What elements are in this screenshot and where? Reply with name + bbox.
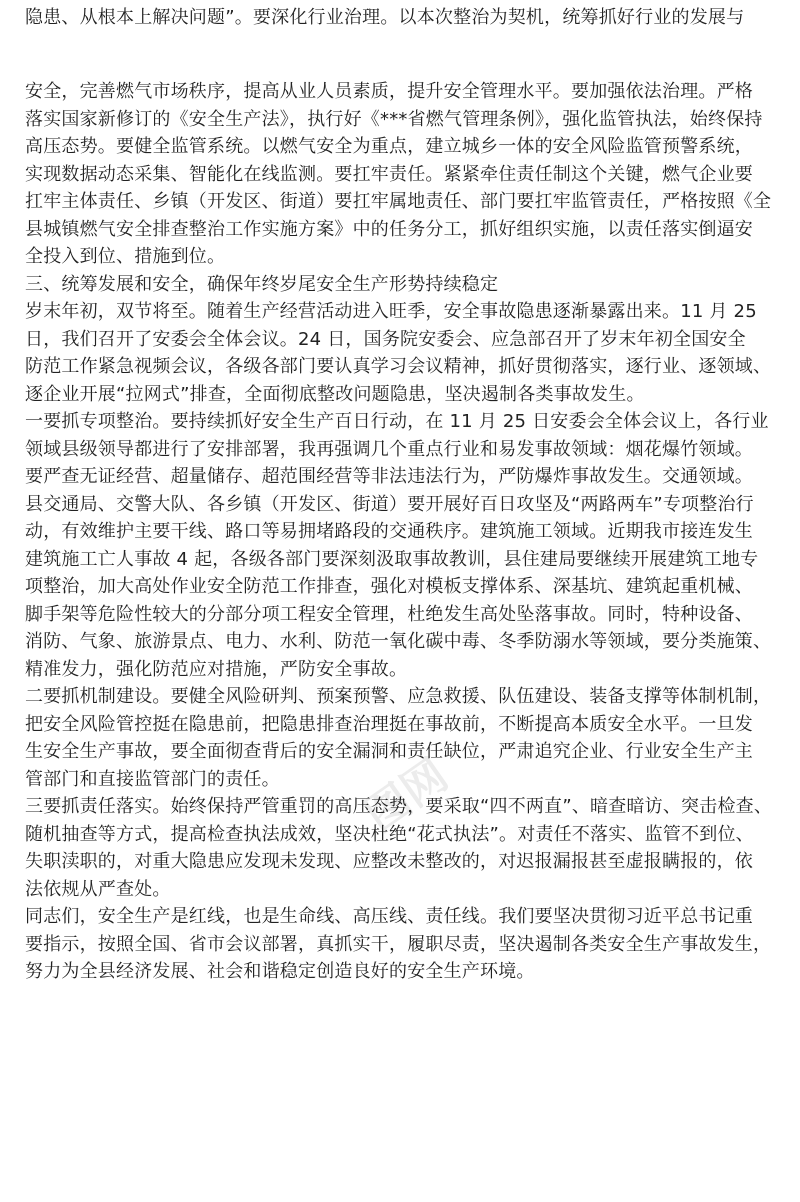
text-line: 要严查无证经营、超量储存、超范围经营等非法违法行为，严防爆炸事故发生。交通领域。 xyxy=(25,466,753,487)
text-line: 管部门和直接监管部门的责任。 xyxy=(25,769,280,790)
watermark-graphic: 图网 xyxy=(355,749,458,842)
text-line: 失职渎职的，对重大隐患应发现未发现、应整改未整改的，对迟报漏报甚至虚报瞒报的，依 xyxy=(25,851,753,872)
text-line: 动，有效维护主要干线、路口等易拥堵路段的交通秩序。建筑施工领域。近期我市接连发生 xyxy=(25,521,753,542)
text-line: 高压态势。要健全监管系统。以燃气安全为重点，建立城乡一体的安全风险监管预警系统， xyxy=(25,136,753,157)
text-line: 法依规从严查处。 xyxy=(25,879,171,900)
text-line: 同志们，安全生产是红线，也是生命线、高压线、责任线。我们要坚决贯彻习近平总书记重 xyxy=(25,906,753,927)
text-line: 防范工作紧急视频会议，各级各部门要认真学习会议精神，抓好贯彻落实，逐行业、逐领域、 xyxy=(25,356,772,377)
text-line: 县交通局、交警大队、各乡镇（开发区、街道）要开展好百日攻坚及“两路两车”专项整治行 xyxy=(25,494,754,515)
text-line: 要指示，按照全国、省市会议部署，真抓实干，履职尽责，坚决遏制各类安全生产事故发生， xyxy=(25,934,772,955)
text-line: 安全，完善燃气市场秩序，提高从业人员素质，提升安全管理水平。要加强依法治理。严格 xyxy=(25,81,753,102)
text-line: 县城镇燃气安全排查整治工作实施方案》中的任务分工，抓好组织实施，以责任落实倒逼安 xyxy=(25,219,753,240)
section-heading: 三、统筹发展和安全，确保年终岁尾安全生产形势持续稳定 xyxy=(25,274,499,295)
text-line: 扛牢主体责任、乡镇（开发区、街道）要扛牢属地责任、部门要扛牢监管责任，严格按照《全 xyxy=(25,191,772,212)
text-line: 随机抽查等方式，提高检查执法成效，坚决杜绝“花式执法”。对责任不落实、监管不到位、 xyxy=(25,824,754,845)
text-line: 一要抓专项整治。要持续抓好安全生产百日行动，在 11 月 25 日安委会全体会议上，各行业 xyxy=(25,411,769,432)
text-line: 实现数据动态采集、智能化在线监测。要扛牢责任。紧紧牵住责任制这个关键，燃气企业要 xyxy=(25,164,753,185)
text-line: 生安全生产事故，要全面彻查背后的安全漏洞和责任缺位，严肃追究企业、行业安全生产主 xyxy=(25,741,753,762)
text-line: 日，我们召开了安委会全体会议。24 日，国务院安委会、应急部召开了岁末年初全国安全 xyxy=(25,329,746,350)
text-line: 二要抓机制建设。要健全风险研判、预案预警、应急救援、队伍建设、装备支撑等体制机制， xyxy=(25,686,772,707)
text-line: 精准发力，强化防范应对措施，严防安全事故。 xyxy=(25,659,408,680)
text-line: 项整治，加大高处作业安全防范工作排查，强化对模板支撑体系、深基坑、建筑起重机械、 xyxy=(25,576,753,597)
text-line: 岁末年初，双节将至。随着生产经营活动进入旺季，安全事故隐患逐渐暴露出来。11 月 25 xyxy=(25,301,757,322)
text-line: 逐企业开展“拉网式”排查，全面彻底整改问题隐患，坚决遏制各类事故发生。 xyxy=(25,384,645,405)
text-line: 落实国家新修订的《安全生产法》，执行好《***省燃气管理条例》，强化监管执法，始终保持 xyxy=(25,109,763,130)
text-line: 隐患、从根本上解决问题”。要深化行业治理。以本次整治为契机，统筹抓好行业的发展与 xyxy=(25,7,745,28)
text-line: 把安全风险管控挺在隐患前，把隐患排查治理挺在事故前，不断提高本质安全水平。一旦发 xyxy=(25,714,753,735)
text-line: 领域县级领导都进行了安排部署，我再强调几个重点行业和易发事故领域：烟花爆竹领域。 xyxy=(25,439,753,460)
text-line: 建筑施工亡人事故 4 起，各级各部门要深刻汲取事故教训，县住建局要继续开展建筑工地专 xyxy=(25,549,759,570)
text-line: 消防、气象、旅游景点、电力、水利、防范一氧化碳中毒、冬季防溺水等领域，要分类施策、 xyxy=(25,631,772,652)
text-line: 努力为全县经济发展、社会和谐稳定创造良好的安全生产环境。 xyxy=(25,961,535,982)
text-line: 脚手架等危险性较大的分部分项工程安全管理，杜绝发生高处坠落事故。同时，特种设备、 xyxy=(25,604,753,625)
text-line: 全投入到位、措施到位。 xyxy=(25,246,226,267)
text-line: 三要抓责任落实。始终保持严管重罚的高压态势，要采取“四不两直”、暗查暗访、突击检查、 xyxy=(25,796,773,817)
